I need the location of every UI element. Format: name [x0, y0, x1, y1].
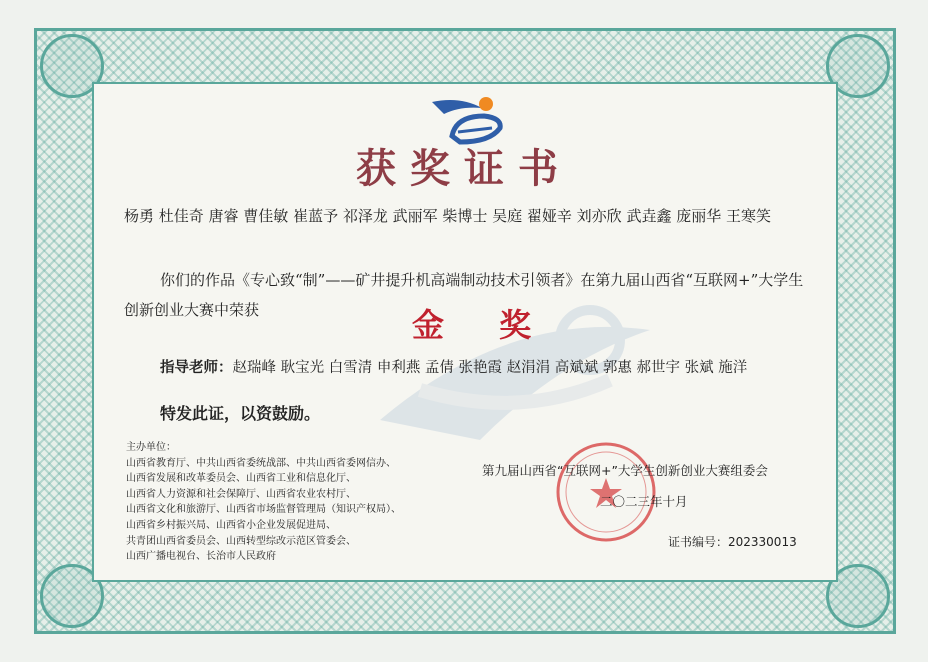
- sponsors-label: 主办单位：: [126, 442, 176, 453]
- sponsor-line: 山西省乡村振兴局、山西省小企业发展促进局、: [126, 519, 336, 531]
- sponsor-line: 山西省人力资源和社会保障厅、山西省农业农村厅、: [126, 488, 356, 500]
- award-level: 金 奖: [412, 306, 554, 344]
- advisors-line: [160, 356, 840, 377]
- organizing-committee: 第九届山西省“互联网+”大学生创新创业大赛组委会: [482, 463, 768, 478]
- sponsor-line: 山西省文化和旅游厅、山西省市场监督管理局（知识产权局）、: [126, 504, 401, 516]
- sponsor-line: 山西省教育厅、中共山西省委统战部、中共山西省委网信办、: [126, 457, 396, 469]
- sponsor-line: 山西广播电视台、长治市人民政府: [126, 551, 276, 563]
- sponsor-line: 山西省发展和改革委员会、山西省工业和信息化厅、: [126, 473, 356, 485]
- recipient-names: 杨勇 杜佳奇 唐睿 曹佳敏 崔蓝予 祁泽龙 武丽军 柴博士 吴庭 翟娅辛 刘亦欣 武垚鑫 庞丽华 王寒笑: [124, 207, 771, 225]
- certificate-number: 证书编号：202330013: [668, 535, 797, 549]
- advisors-label: 指导老师：: [160, 359, 233, 376]
- sponsors-block: [126, 440, 466, 565]
- closing-statement: 特发此证，以资鼓励。: [160, 404, 321, 423]
- award-statement: 你们的作品《专心致“制”——矿井提升机高端制动技术引领者》在第九届山西省“互联网+”大学生创新创业大赛中荣获: [124, 271, 804, 319]
- advisors-names: 赵瑞峰 耿宝光 白雪清 申利燕 孟倩 张艳霞 赵涓涓 高斌斌 郭惠 郝世宇 张斌 施洋: [232, 360, 748, 376]
- sponsor-line: 共青团山西省委员会、山西转型综改示范区管委会、: [126, 535, 356, 547]
- issue-date: 二〇二三年十月: [600, 494, 688, 509]
- certificate-title: 获奖证书: [356, 145, 572, 192]
